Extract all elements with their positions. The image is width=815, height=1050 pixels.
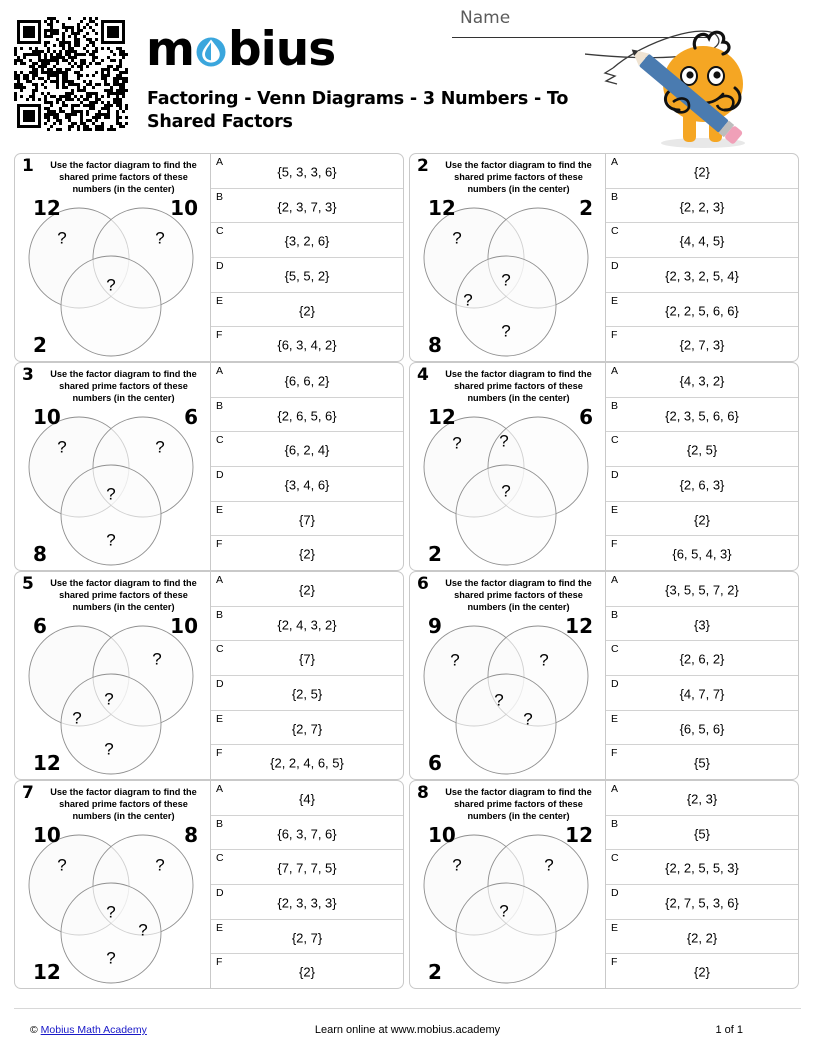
answer-option-letter: D xyxy=(611,260,619,273)
answer-option-letter: B xyxy=(216,817,224,830)
answer-option-row[interactable] xyxy=(211,711,403,746)
venn-question-mark[interactable]: ? xyxy=(523,709,533,729)
answer-option-value: {6, 5, 4, 3} xyxy=(672,546,732,562)
answer-option-row[interactable] xyxy=(606,189,798,224)
answer-option-value: {2, 5} xyxy=(686,442,718,458)
answer-option-row[interactable] xyxy=(211,641,403,676)
answer-option-row[interactable] xyxy=(211,920,403,955)
answer-option-letter: D xyxy=(611,469,619,482)
answer-option-value: {2, 7, 3} xyxy=(679,337,725,353)
answer-option-row[interactable] xyxy=(606,572,798,607)
venn-question-mark[interactable]: ? xyxy=(155,437,165,457)
answer-options-table xyxy=(606,781,798,988)
answer-option-row[interactable] xyxy=(606,607,798,642)
answer-option-letter: C xyxy=(216,643,224,656)
venn-question-mark[interactable]: ? xyxy=(450,650,460,670)
venn-label-left: 10 xyxy=(33,823,61,847)
venn-question-mark[interactable]: ? xyxy=(57,228,67,248)
problem-prompt: Use the factor diagram to find the shared prime factors of these numbers (in the center) xyxy=(50,369,197,404)
problem-card xyxy=(14,571,404,780)
answer-option-letter: A xyxy=(216,783,224,795)
answer-option-letter: B xyxy=(611,399,619,412)
answer-option-letter: F xyxy=(611,956,618,969)
venn-label-bottom: 2 xyxy=(428,960,442,984)
answer-option-letter: D xyxy=(611,678,619,691)
answer-option-row[interactable] xyxy=(606,885,798,920)
problem-card xyxy=(409,780,799,989)
problem-prompt: Use the factor diagram to find the shared prime factors of these numbers (in the center) xyxy=(445,369,592,404)
venn-question-mark[interactable]: ? xyxy=(452,228,462,248)
answer-option-row[interactable] xyxy=(606,502,798,537)
answer-option-value: {5} xyxy=(694,755,710,771)
mascot-with-pencil-icon xyxy=(585,20,815,150)
answer-option-row[interactable] xyxy=(211,572,403,607)
answer-option-value: {3, 5, 5, 7, 2} xyxy=(665,582,739,598)
venn-label-bottom: 2 xyxy=(428,542,442,566)
problem-grid xyxy=(14,153,800,989)
answer-option-row[interactable] xyxy=(211,954,403,988)
venn-question-mark[interactable]: ? xyxy=(106,275,116,295)
problem-prompt: Use the factor diagram to find the shared prime factors of these numbers (in the center) xyxy=(50,160,197,195)
venn-question-mark[interactable]: ? xyxy=(452,855,462,875)
mobius-logo xyxy=(146,22,336,77)
answer-option-value: {6, 6, 2} xyxy=(284,373,330,389)
problem-prompt: Use the factor diagram to find the shared prime factors of these numbers (in the center) xyxy=(50,578,197,613)
answer-option-letter: B xyxy=(216,399,224,412)
venn-label-left: 10 xyxy=(428,823,456,847)
problem-prompt: Use the factor diagram to find the shared prime factors of these numbers (in the center) xyxy=(445,578,592,613)
venn-label-right: 6 xyxy=(579,405,593,429)
problem-diagram-pane xyxy=(15,363,211,570)
answer-option-value: {2, 2} xyxy=(686,929,718,945)
answer-option-letter: E xyxy=(611,712,619,725)
answer-option-value: {2, 5} xyxy=(291,686,323,702)
answer-option-row[interactable] xyxy=(606,641,798,676)
problem-card xyxy=(14,780,404,989)
answer-option-row[interactable] xyxy=(211,467,403,502)
answer-option-row[interactable] xyxy=(606,258,798,293)
venn-question-mark[interactable]: ? xyxy=(463,290,473,310)
answer-option-letter: E xyxy=(216,712,224,725)
problem-diagram-pane xyxy=(15,572,211,779)
answer-option-value: {2, 7, 5, 3, 6} xyxy=(665,895,739,911)
venn-question-mark[interactable]: ? xyxy=(155,855,165,875)
answer-option-value: {2, 3, 2, 5, 4} xyxy=(665,268,739,284)
venn-label-bottom: 2 xyxy=(33,333,47,357)
answer-option-row[interactable] xyxy=(211,154,403,189)
answer-option-row[interactable] xyxy=(606,432,798,467)
answer-option-row[interactable] xyxy=(606,745,798,779)
answer-option-letter: D xyxy=(216,469,224,482)
answer-option-value: {2} xyxy=(694,164,710,180)
answer-option-letter: C xyxy=(216,225,224,238)
answer-options-table xyxy=(606,363,798,570)
venn-label-bottom: 8 xyxy=(33,542,47,566)
answer-option-letter: F xyxy=(611,747,618,760)
answer-option-letter: C xyxy=(216,434,224,447)
answer-options-table xyxy=(606,154,798,361)
answer-option-letter: A xyxy=(216,365,224,377)
venn-label-right: 10 xyxy=(170,196,198,220)
answer-option-letter: E xyxy=(611,294,619,307)
answer-option-value: {2} xyxy=(694,511,710,527)
answer-option-letter: E xyxy=(611,503,619,516)
answer-option-letter: F xyxy=(216,538,223,551)
answer-option-value: {5, 3, 3, 6} xyxy=(277,164,337,180)
problem-card xyxy=(409,362,799,571)
answer-option-row[interactable] xyxy=(211,502,403,537)
venn-question-mark[interactable]: ? xyxy=(138,920,148,940)
answer-option-row[interactable] xyxy=(606,363,798,398)
answer-option-row[interactable] xyxy=(606,781,798,816)
answer-option-row[interactable] xyxy=(211,676,403,711)
answer-option-row[interactable] xyxy=(606,850,798,885)
answer-option-row[interactable] xyxy=(606,293,798,328)
answer-option-letter: F xyxy=(216,329,223,342)
footer-divider xyxy=(14,1008,801,1009)
problem-diagram-pane xyxy=(15,154,211,361)
answer-option-letter: A xyxy=(611,156,619,168)
venn-question-mark[interactable]: ? xyxy=(57,437,67,457)
name-label: Name xyxy=(460,8,511,28)
answer-option-value: {2, 3, 7, 3} xyxy=(277,198,337,214)
answer-option-value: {2, 3, 5, 6, 6} xyxy=(665,407,739,423)
answer-option-value: {2, 2, 5, 5, 3} xyxy=(665,860,739,876)
answer-option-row[interactable] xyxy=(606,816,798,851)
problem-diagram-pane xyxy=(410,572,606,779)
answer-option-value: {7, 7, 7, 5} xyxy=(277,860,337,876)
brand-text-pre: m xyxy=(146,22,194,77)
copyright-symbol: © xyxy=(30,1024,38,1036)
answer-option-row[interactable] xyxy=(606,920,798,955)
answer-option-row[interactable] xyxy=(211,816,403,851)
answer-option-letter: F xyxy=(611,329,618,342)
answer-option-letter: F xyxy=(216,747,223,760)
footer-page-number: 1 of 1 xyxy=(715,1024,743,1036)
venn-question-mark[interactable]: ? xyxy=(499,901,509,921)
venn-question-mark[interactable]: ? xyxy=(152,649,162,669)
problem-number: 4 xyxy=(417,365,429,385)
problem-diagram-pane xyxy=(410,781,606,988)
problem-number: 8 xyxy=(417,783,429,803)
answer-option-value: {2, 2, 5, 6, 6} xyxy=(665,302,739,318)
answer-option-letter: D xyxy=(216,678,224,691)
venn-label-bottom: 8 xyxy=(428,333,442,357)
answer-option-letter: D xyxy=(611,887,619,900)
answer-option-value: {2, 2, 3} xyxy=(679,198,725,214)
answer-option-value: {2, 2, 4, 6, 5} xyxy=(270,755,344,771)
venn-question-mark[interactable]: ? xyxy=(501,321,511,341)
answer-option-value: {6, 3, 7, 6} xyxy=(277,825,337,841)
answer-options-table xyxy=(211,572,403,779)
venn-label-right: 6 xyxy=(184,405,198,429)
venn-label-left: 10 xyxy=(33,405,61,429)
venn-question-mark[interactable]: ? xyxy=(501,481,511,501)
answer-option-value: {7} xyxy=(299,511,315,527)
answer-option-row[interactable] xyxy=(606,536,798,570)
answer-option-value: {2, 4, 3, 2} xyxy=(277,616,337,632)
answer-option-letter: B xyxy=(611,190,619,203)
answer-option-value: {4} xyxy=(299,791,315,807)
problem-prompt: Use the factor diagram to find the shared prime factors of these numbers (in the center) xyxy=(445,787,592,822)
answer-option-value: {2, 7} xyxy=(291,720,323,736)
answer-option-letter: F xyxy=(216,956,223,969)
answer-option-row[interactable] xyxy=(211,607,403,642)
answer-option-value: {2} xyxy=(299,302,315,318)
venn-question-mark[interactable]: ? xyxy=(106,902,116,922)
answer-option-row[interactable] xyxy=(606,711,798,746)
answer-option-letter: A xyxy=(216,156,224,168)
page-header xyxy=(0,0,815,150)
problem-diagram-pane xyxy=(410,154,606,361)
answer-option-row[interactable] xyxy=(211,363,403,398)
venn-label-left: 9 xyxy=(428,614,442,638)
answer-option-letter: C xyxy=(611,225,619,238)
answer-option-value: {6, 3, 4, 2} xyxy=(277,337,337,353)
answer-option-row[interactable] xyxy=(606,327,798,361)
answer-option-value: {5} xyxy=(694,825,710,841)
answer-option-value: {2, 6, 3} xyxy=(679,477,725,493)
answer-option-row[interactable] xyxy=(211,398,403,433)
venn-question-mark[interactable]: ? xyxy=(452,433,462,453)
answer-option-value: {5, 5, 2} xyxy=(284,268,330,284)
problem-card xyxy=(409,571,799,780)
answer-option-letter: D xyxy=(216,887,224,900)
venn-question-mark[interactable]: ? xyxy=(106,530,116,550)
venn-question-mark[interactable]: ? xyxy=(72,708,82,728)
venn-question-mark[interactable]: ? xyxy=(104,689,114,709)
venn-label-left: 6 xyxy=(33,614,47,638)
answer-option-letter: A xyxy=(216,574,224,586)
answer-option-letter: B xyxy=(611,817,619,830)
answer-option-row[interactable] xyxy=(606,223,798,258)
answer-option-value: {2, 6, 2} xyxy=(679,651,725,667)
answer-option-value: {2} xyxy=(299,582,315,598)
venn-question-mark[interactable]: ? xyxy=(501,270,511,290)
answer-option-row[interactable] xyxy=(211,293,403,328)
answer-option-value: {4, 7, 7} xyxy=(679,686,725,702)
mobius-math-academy-link[interactable]: Mobius Math Academy xyxy=(40,1024,147,1036)
answer-option-letter: A xyxy=(611,574,619,586)
answer-options-table xyxy=(211,781,403,988)
answer-option-row[interactable] xyxy=(606,398,798,433)
problem-number: 1 xyxy=(22,156,34,176)
problem-number: 7 xyxy=(22,783,34,803)
answer-option-letter: B xyxy=(216,608,224,621)
answer-option-letter: C xyxy=(611,643,619,656)
problem-diagram-pane xyxy=(410,363,606,570)
answer-option-row[interactable] xyxy=(211,536,403,570)
page-footer xyxy=(0,1008,815,1050)
qr-code-icon xyxy=(14,17,128,131)
problem-number: 2 xyxy=(417,156,429,176)
answer-option-row[interactable] xyxy=(211,432,403,467)
answer-option-letter: B xyxy=(216,190,224,203)
answer-option-row[interactable] xyxy=(211,223,403,258)
answer-option-letter: B xyxy=(611,608,619,621)
venn-label-right: 12 xyxy=(565,614,593,638)
answer-option-row[interactable] xyxy=(211,189,403,224)
venn-label-right: 12 xyxy=(565,823,593,847)
venn-question-mark[interactable]: ? xyxy=(106,948,116,968)
answer-option-value: {4, 4, 5} xyxy=(679,233,725,249)
answer-option-row[interactable] xyxy=(211,885,403,920)
problem-number: 3 xyxy=(22,365,34,385)
answer-option-letter: A xyxy=(611,365,619,377)
problem-number: 6 xyxy=(417,574,429,594)
answer-option-letter: F xyxy=(611,538,618,551)
answer-option-value: {2, 6, 5, 6} xyxy=(277,407,337,423)
venn-label-left: 12 xyxy=(33,196,61,220)
answer-option-row[interactable] xyxy=(211,327,403,361)
answer-option-value: {3, 4, 6} xyxy=(284,477,330,493)
answer-options-table xyxy=(606,572,798,779)
problem-number: 5 xyxy=(22,574,34,594)
problem-prompt: Use the factor diagram to find the shared prime factors of these numbers (in the center) xyxy=(50,787,197,822)
venn-label-right: 10 xyxy=(170,614,198,638)
venn-label-bottom: 12 xyxy=(33,751,61,775)
problem-card xyxy=(14,362,404,571)
answer-option-row[interactable] xyxy=(606,467,798,502)
answer-option-value: {2} xyxy=(694,964,710,980)
venn-label-left: 12 xyxy=(428,405,456,429)
answer-option-row[interactable] xyxy=(606,954,798,988)
venn-label-right: 2 xyxy=(579,196,593,220)
answer-option-value: {6, 2, 4} xyxy=(284,442,330,458)
answer-options-table xyxy=(211,363,403,570)
answer-option-row[interactable] xyxy=(211,781,403,816)
answer-option-row[interactable] xyxy=(211,258,403,293)
answer-option-value: {3, 2, 6} xyxy=(284,233,330,249)
footer-learn-online: Learn online at www.mobius.academy xyxy=(314,1024,501,1036)
problem-diagram-pane xyxy=(15,781,211,988)
venn-label-bottom: 6 xyxy=(428,751,442,775)
answer-option-value: {2, 7} xyxy=(291,929,323,945)
venn-question-mark[interactable]: ? xyxy=(104,739,114,759)
problem-prompt: Use the factor diagram to find the shared prime factors of these numbers (in the center) xyxy=(445,160,592,195)
answer-option-letter: C xyxy=(611,434,619,447)
answer-option-row[interactable] xyxy=(211,745,403,779)
venn-question-mark[interactable]: ? xyxy=(57,855,67,875)
answer-option-value: {7} xyxy=(299,651,315,667)
venn-question-mark[interactable]: ? xyxy=(155,228,165,248)
answer-option-letter: E xyxy=(216,921,224,934)
answer-option-value: {2, 3} xyxy=(686,791,718,807)
answer-option-letter: D xyxy=(216,260,224,273)
answer-option-letter: E xyxy=(611,921,619,934)
answer-option-letter: C xyxy=(216,852,224,865)
venn-label-bottom: 12 xyxy=(33,960,61,984)
answer-option-letter: A xyxy=(611,783,619,795)
venn-label-left: 12 xyxy=(428,196,456,220)
answer-option-row[interactable] xyxy=(211,850,403,885)
water-droplet-icon xyxy=(194,34,228,68)
answer-option-letter: C xyxy=(611,852,619,865)
answer-option-value: {2, 3, 3, 3} xyxy=(277,895,337,911)
answer-option-value: {4, 3, 2} xyxy=(679,373,725,389)
answer-options-table xyxy=(211,154,403,361)
brand-text-post: bius xyxy=(227,22,336,77)
problem-card xyxy=(409,153,799,362)
answer-option-value: {3} xyxy=(694,616,710,632)
answer-option-letter: E xyxy=(216,294,224,307)
venn-question-mark[interactable]: ? xyxy=(499,431,509,451)
answer-option-value: {2} xyxy=(299,546,315,562)
page-title: Factoring - Venn Diagrams - 3 Numbers - To Shared Factors xyxy=(147,89,569,133)
answer-option-row[interactable] xyxy=(606,154,798,189)
answer-option-value: {6, 5, 6} xyxy=(679,720,725,736)
venn-label-right: 8 xyxy=(184,823,198,847)
answer-option-letter: E xyxy=(216,503,224,516)
venn-question-mark[interactable]: ? xyxy=(106,484,116,504)
problem-card xyxy=(14,153,404,362)
answer-option-row[interactable] xyxy=(606,676,798,711)
venn-question-mark[interactable]: ? xyxy=(539,650,549,670)
answer-option-value: {2} xyxy=(299,964,315,980)
venn-question-mark[interactable]: ? xyxy=(494,690,504,710)
venn-question-mark[interactable]: ? xyxy=(544,855,554,875)
